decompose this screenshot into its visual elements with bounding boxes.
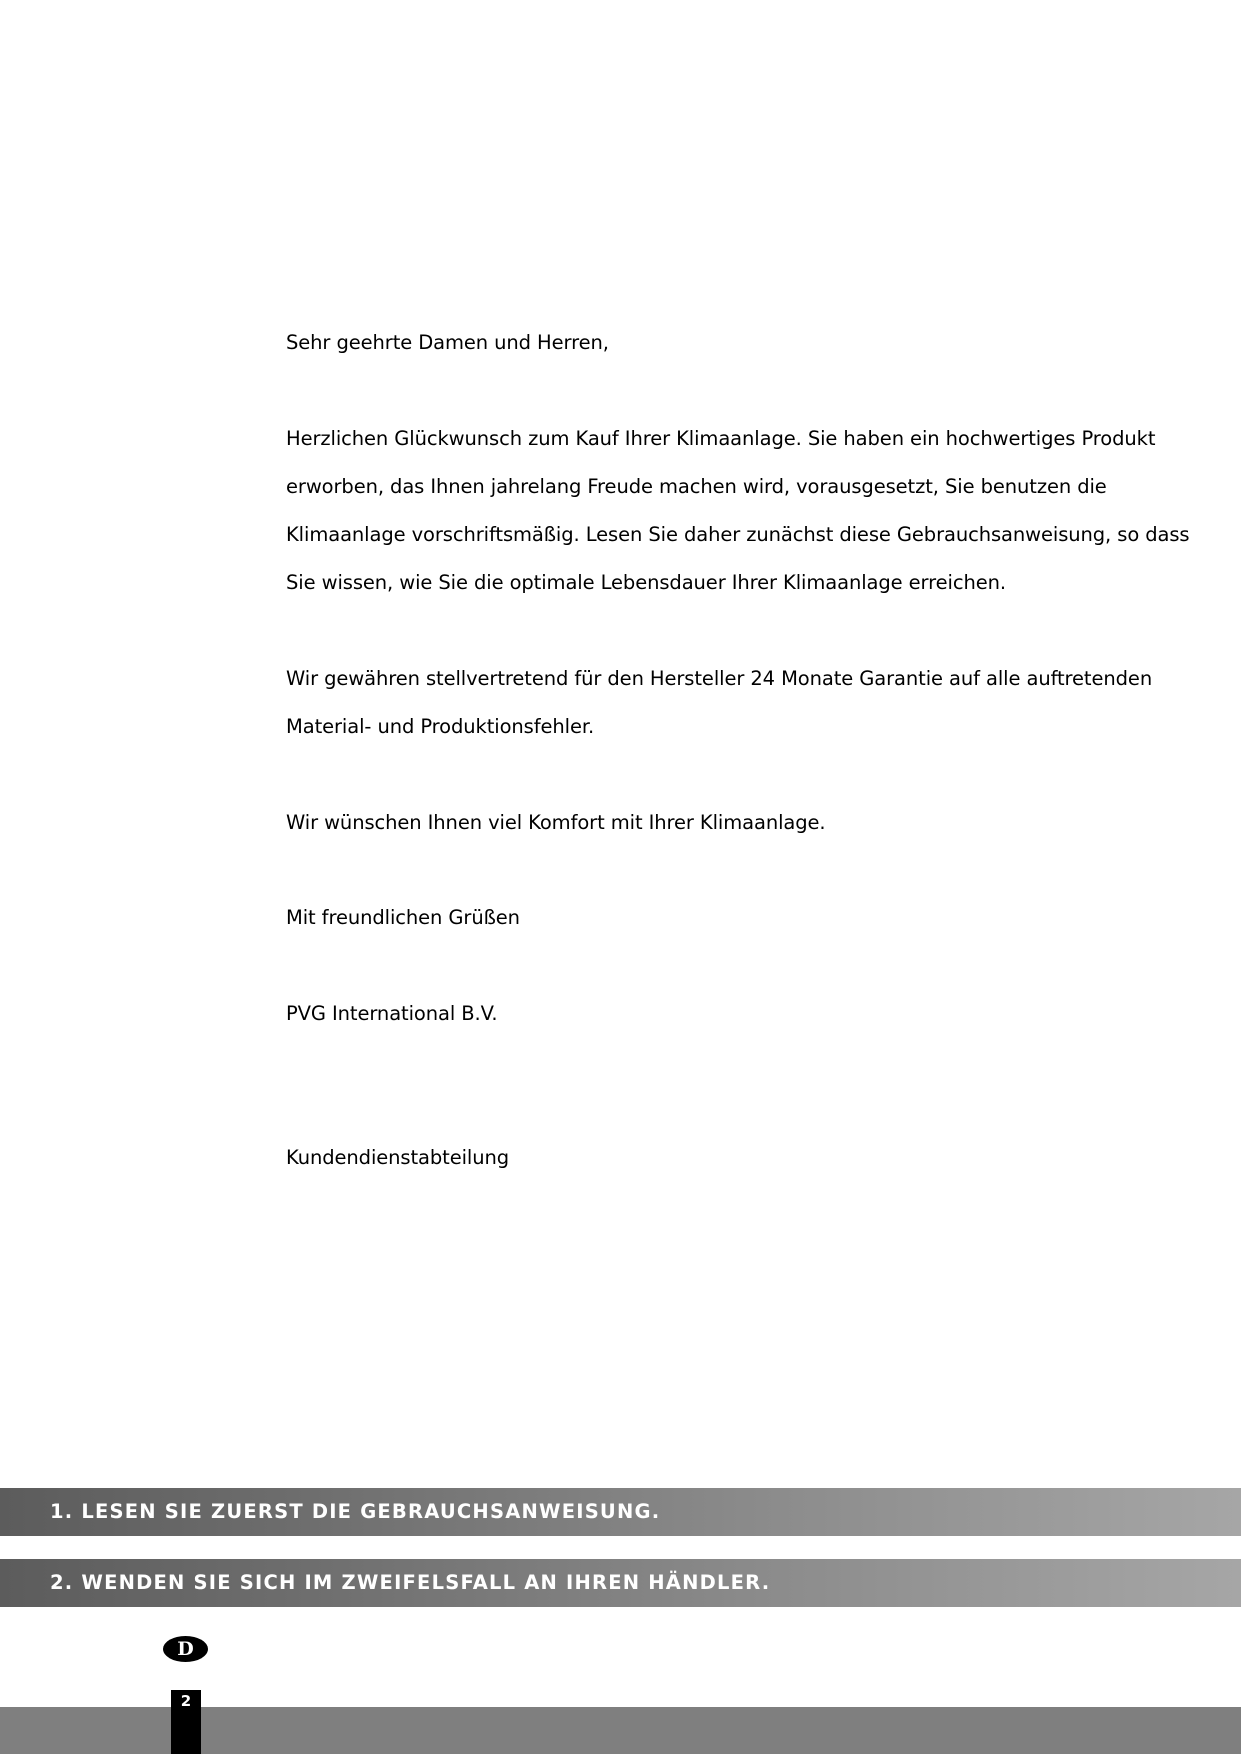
page-number: 2 bbox=[171, 1690, 201, 1754]
salutation: Sehr geehrte Damen und Herren, bbox=[286, 331, 609, 354]
paragraph-1-line-2: erworben, das Ihnen jahrelang Freude machen wird, vorausgesetzt, Sie benutzen die bbox=[286, 475, 1107, 498]
department-name: Kundendienstabteilung bbox=[286, 1146, 510, 1169]
wish-line: Wir wünschen Ihnen viel Komfort mit Ihrer Klimaanlage. bbox=[286, 811, 826, 834]
paragraph-1-line-3: Klimaanlage vorschriftsmäßig. Lesen Sie daher zunächst diese Gebrauchsanweisung, so dass bbox=[286, 523, 1190, 546]
notice-banner-1: 1. LESEN SIE ZUERST DIE GEBRAUCHSANWEISUNG. bbox=[0, 1488, 1241, 1536]
paragraph-2-line-2: Material- und Produktionsfehler. bbox=[286, 715, 595, 738]
paragraph-1-line-1: Herzlichen Glückwunsch zum Kauf Ihrer Klimaanlage. Sie haben ein hochwertiges Produkt bbox=[286, 427, 1156, 450]
company-name: PVG International B.V. bbox=[286, 1002, 498, 1025]
language-badge: D bbox=[163, 1636, 208, 1662]
paragraph-2-line-1: Wir gewähren stellvertretend für den Hersteller 24 Monate Garantie auf alle auftretenden bbox=[286, 667, 1153, 690]
notice-banner-2: 2. WENDEN SIE SICH IM ZWEIFELSFALL AN IHREN HÄNDLER. bbox=[0, 1559, 1241, 1607]
paragraph-1-line-4: Sie wissen, wie Sie die optimale Lebensdauer Ihrer Klimaanlage erreichen. bbox=[286, 571, 1006, 594]
closing-line: Mit freundlichen Grüßen bbox=[286, 906, 520, 929]
